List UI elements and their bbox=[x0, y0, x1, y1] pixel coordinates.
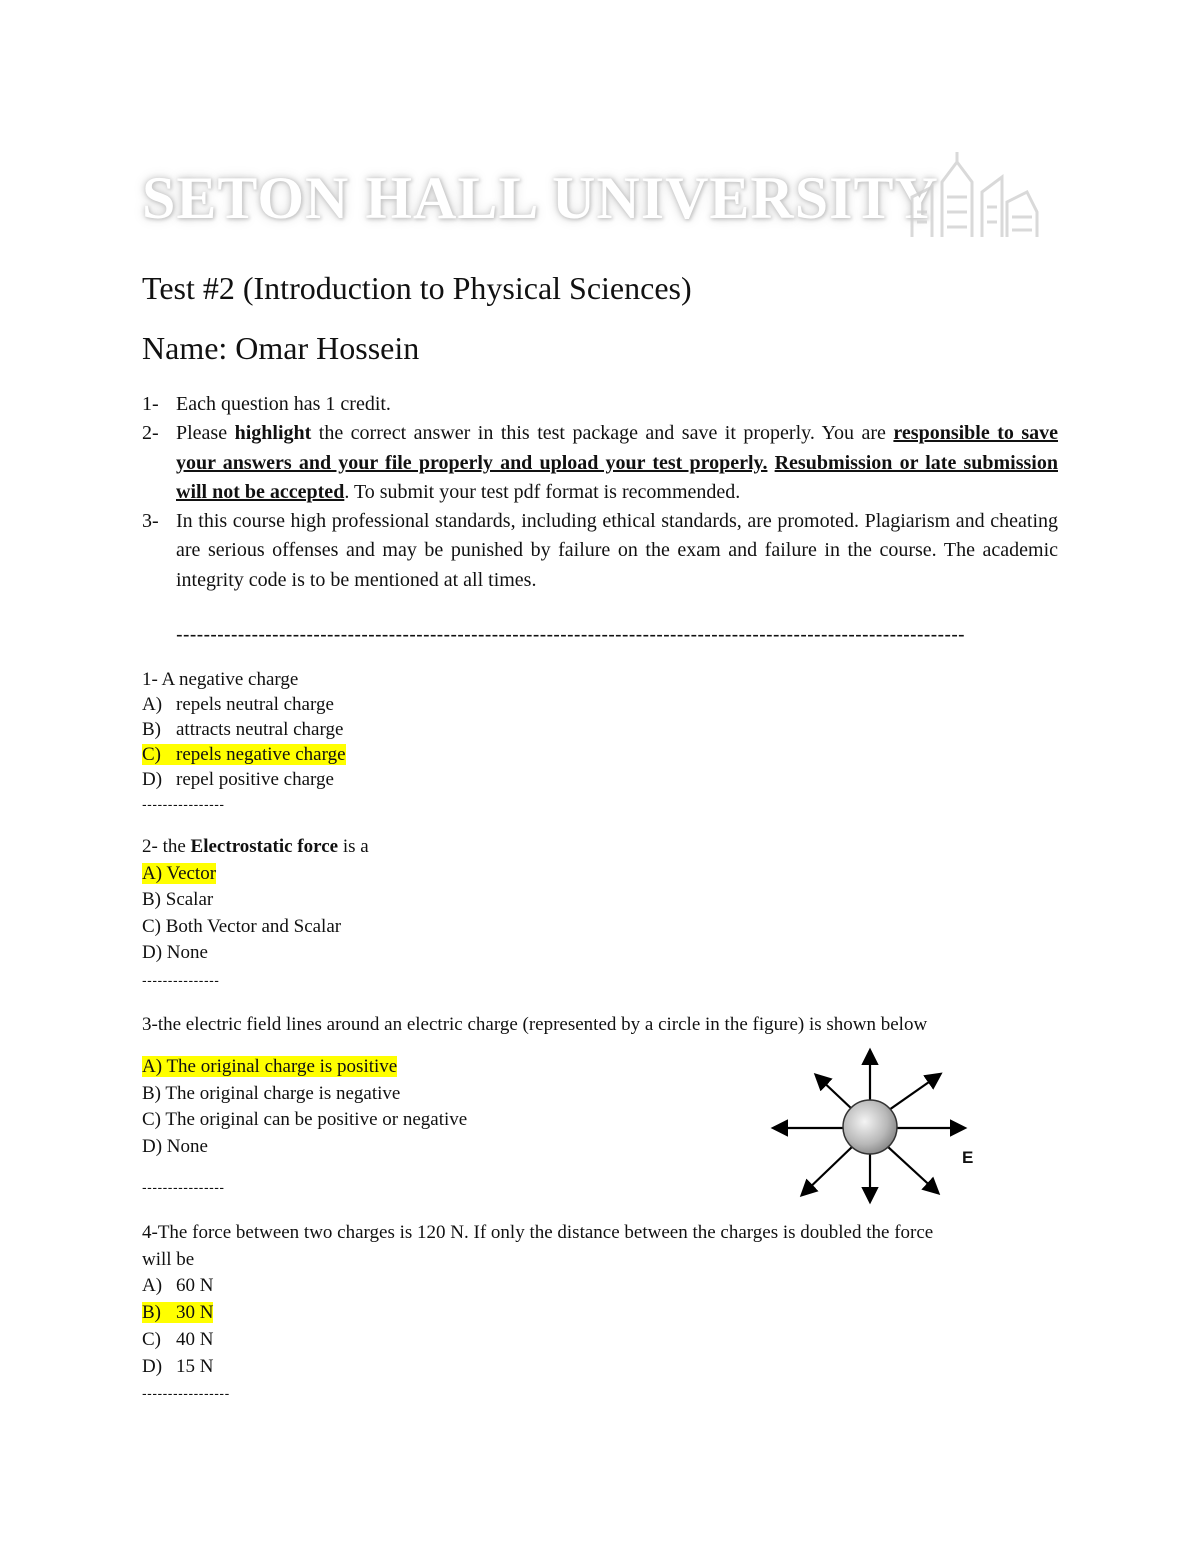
option-a: A) 60 N bbox=[142, 1275, 214, 1297]
student-name: Name: Omar Hossein bbox=[142, 330, 420, 366]
field-label: E bbox=[962, 1148, 974, 1167]
text-run: . To submit your test pdf format is recommended. bbox=[344, 480, 741, 503]
question-separator: ---------------- bbox=[142, 1179, 225, 1195]
watermark-text: SETON HALL UNIVERSITY bbox=[142, 165, 939, 231]
option-b-highlighted: B) 30 N bbox=[142, 1302, 214, 1324]
field-line-down-right bbox=[887, 1146, 937, 1192]
text-run-bold: highlight bbox=[234, 422, 312, 445]
instructions-list bbox=[142, 390, 1058, 595]
question-separator: --------------- bbox=[142, 971, 220, 988]
electric-field-figure bbox=[765, 1040, 980, 1205]
option-c: C) Both Vector and Scalar bbox=[142, 915, 342, 937]
text-run-bold-underline: Resubmission or late submission will not be accepted bbox=[176, 451, 1058, 503]
option-d: D) repel positive charge bbox=[142, 769, 334, 790]
field-line-down-left bbox=[803, 1146, 853, 1194]
instruction-item bbox=[142, 419, 1058, 507]
text-run: Please bbox=[176, 422, 235, 445]
charge-circle bbox=[843, 1100, 897, 1154]
question-1 bbox=[142, 667, 346, 817]
instruction-item bbox=[142, 390, 1058, 419]
option-d: D) 15 N bbox=[142, 1355, 214, 1377]
instruction-number: 3- bbox=[142, 510, 159, 533]
option-b: B) Scalar bbox=[142, 889, 214, 910]
field-line-up-right bbox=[889, 1075, 939, 1110]
option-a-highlighted: A) The original charge is positive bbox=[142, 1056, 398, 1077]
option-d: D) None bbox=[142, 942, 208, 963]
instruction-text bbox=[176, 419, 1058, 507]
text-run-bold-underline: responsible to save your answers and your file properly and upload your test properly. bbox=[176, 422, 1059, 474]
option-c: C) The original can be positive or negative bbox=[142, 1109, 468, 1130]
question-2 bbox=[142, 834, 369, 993]
instruction-text: Each question has 1 credit. bbox=[176, 393, 391, 415]
option-a: A) repels neutral charge bbox=[142, 694, 334, 715]
university-watermark bbox=[142, 160, 1042, 250]
option-c: C) 40 N bbox=[142, 1328, 214, 1350]
question-stem: 1- A negative charge bbox=[142, 669, 299, 690]
question-stem-line-2: will be bbox=[142, 1248, 195, 1270]
option-b: B) The original charge is negative bbox=[142, 1082, 401, 1104]
section-divider: ------------------------------------------------------------------------------------------------------------------- bbox=[176, 624, 965, 646]
instruction-number: 2- bbox=[142, 422, 159, 445]
instruction-text: In this course high professional standards, including ethical standards, are promoted. Plagiarism and cheating are serious offenses and may be punished by failure on the exam and failure in the course. The academic integrity code is to be mentioned at all times. bbox=[176, 510, 1058, 591]
option-c-highlighted: C) repels negative charge bbox=[142, 744, 346, 765]
building-icon bbox=[902, 152, 1042, 242]
question-separator: ---------------- bbox=[142, 796, 225, 812]
option-b: B) attracts neutral charge bbox=[142, 719, 344, 740]
question-3-stem: 3-the electric field lines around an electric charge (represented by a circle in the figure) is shown below bbox=[142, 1014, 928, 1035]
question-4 bbox=[142, 1220, 933, 1407]
instruction-number: 1- bbox=[142, 393, 159, 415]
text-run bbox=[767, 452, 774, 474]
option-d: D) None bbox=[142, 1135, 208, 1157]
option-a-highlighted: A) Vector bbox=[142, 862, 217, 884]
text-run: the correct answer in this test package and save it properly. You are bbox=[311, 422, 894, 445]
question-stem-line-1: 4-The force between two charges is 120 N. If only the distance between the charges is doubled the force bbox=[142, 1222, 934, 1243]
question-stem: 2- the Electrostatic force is a bbox=[142, 836, 369, 857]
test-title: Test #2 (Introduction to Physical Sciences) bbox=[142, 270, 692, 306]
question-separator: ----------------- bbox=[142, 1385, 230, 1402]
instruction-item bbox=[142, 507, 1058, 595]
field-line-up-left bbox=[817, 1076, 853, 1110]
question-3 bbox=[142, 1054, 467, 1201]
